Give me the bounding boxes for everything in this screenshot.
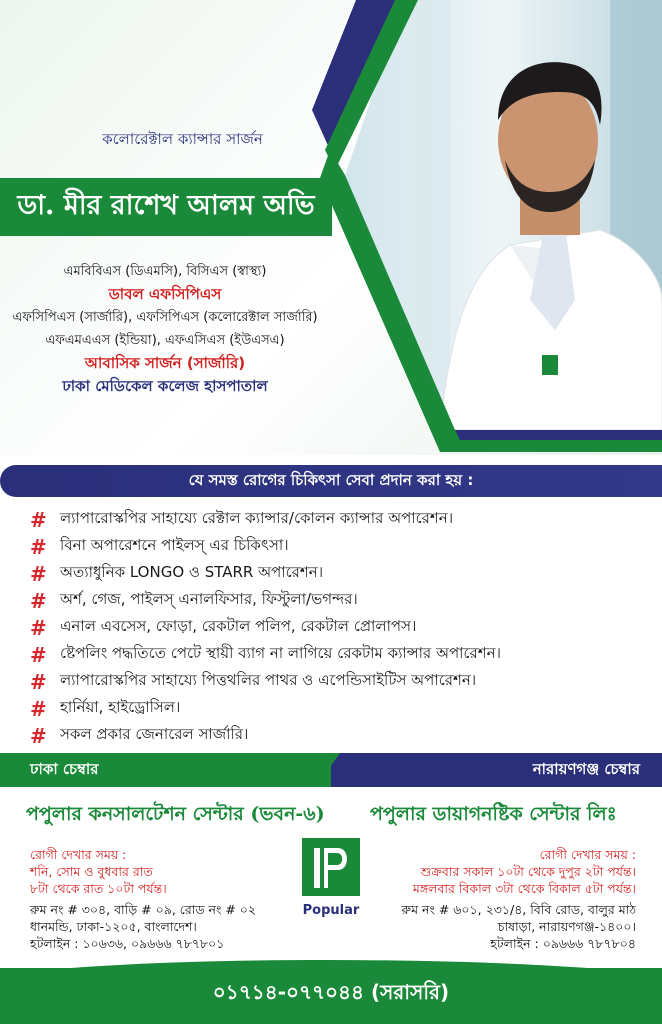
phone-number[interactable]: ০১৭১৪-০৭৭০৪৪ (সরাসরি) [212,980,450,1004]
visiting-hours: শুক্রবার সকাল ১০টা থেকে দুপুর ২টা পর্যন্ত। [420,864,636,879]
list-item [30,695,650,722]
designation: আবাসিক সার্জন (সার্জারি) [84,354,246,372]
hash-marker-icon: # [30,588,47,613]
narayanganj-chamber-label: নারায়ণগঞ্জ চেম্বার [331,753,662,787]
service-text: ষ্টেপলিং পদ্ধতিতে পেটে স্থায়ী ব্যাগ না লাগিয়ে রেকটাম ক্যান্সার অপারেশন। [60,644,501,662]
service-text: এনাল এবসেস, ফোড়া, রেকটাল পলিপ, রেকটাল প্রোলাপস। [60,617,417,635]
band-divider [316,753,340,787]
list-item [30,614,650,641]
degree-line: ডাবল এফসিপিএস [108,285,222,303]
doctor-degrees [0,260,330,398]
hash-marker-icon: # [30,642,47,667]
doctor-name: ডা. মীর রাশেখ আলম অভি [0,178,332,236]
logo-label: Popular [302,903,360,918]
service-text: হার্নিয়া, হাইড্রোসিল। [60,698,181,716]
narayanganj-center-name: পপুলার ডায়াগনষ্টিক সেন্টার লিঃ [370,803,617,825]
services-list [30,506,650,749]
address-line: চাষাড়া, নারায়ণগঞ্জ-১৪০০। [497,919,636,934]
service-text: সকল প্রকার জেনারেল সার্জারি। [60,725,249,743]
popular-logo-icon [302,838,360,896]
services-heading: যে সমস্ত রোগের চিকিৎসা সেবা প্রদান করা হয় : [188,470,474,489]
dhaka-chamber-label: ঢাকা চেম্বার [0,753,331,787]
address-line: রুম নং # ৬০১, ২৩১/৪, বিবি রোড, বালুর মাঠ [401,902,636,917]
hash-marker-icon: # [30,507,47,532]
address-line: ধানমন্ডি, ঢাকা-১২০৫, বাংলাদেশ। [30,919,197,934]
degree-line: এমবিবিএস (ডিএমসি), বিসিএস (স্বাস্থ্য) [63,264,267,279]
list-item [30,560,650,587]
visiting-title: রোগী দেখার সময় : [30,847,127,862]
hash-marker-icon: # [30,669,47,694]
list-item [30,722,650,749]
visiting-days: শনি, সোম ও বুধবার রাত [30,864,153,879]
services-heading-band [0,465,662,497]
degree-line: এফসিপিএস (সার্জারি), এফসিপিএস (কলোরেক্টাল সার্জারি) [12,310,318,325]
service-text: অর্শ, গেজ, পাইলস্ এনালফিসার, ফিস্টুলা/ভগন্দর। [60,590,358,608]
visiting-hours: মঙ্গলবার বিকাল ৩টা থেকে বিকাল ৫টা পর্যন্ত। [412,881,636,896]
service-text: অত্যাধুনিক LONGO ও STARR অপারেশন। [60,563,324,581]
service-text: ল্যাপারোস্কপির সাহায্যে রেক্টাল ক্যান্সার/কোলন ক্যান্সার অপারেশন। [60,509,454,527]
dhaka-center-name: পপুলার কনসালটেশন সেন্টার (ভবন-৬) [26,803,325,825]
hash-marker-icon: # [30,723,47,748]
hotline: হটলাইন : ০৯৬৬৬ ৭৮৭৮০৪ [490,936,636,951]
service-text: বিনা অপারেশনে পাইলস্ এর চিকিৎসা। [60,536,289,554]
service-text: ল্যাপারোস্কপির সাহায্যে পিত্তথলির পাথর ও এপেন্ডিসাইটিস অপারেশন। [60,671,477,689]
dhaka-chamber-info [30,846,256,952]
visiting-title: রোগী দেখার সময় : [539,847,636,862]
hash-marker-icon: # [30,561,47,586]
doctor-specialty: কলোরেক্টাল ক্যান্সার সার্জন [102,130,263,148]
visiting-hours: ৮টা থেকে রাত ১০টা পর্যন্ত। [30,881,167,896]
address-line: রুম নং # ৩০৪, বাড়ি # ০৯, রোড নং # ০২ [30,902,257,917]
list-item [30,587,650,614]
list-item [30,506,650,533]
hotline: হটলাইন : ১০৬৩৬, ০৯৬৬৬ ৭৮৭৮০১ [30,936,225,951]
hero-section [0,0,662,455]
degree-line: এফএমএএস (ইন্ডিয়া), এফএসিএস (ইউএসএ) [45,333,285,348]
list-item [30,533,650,560]
list-item [30,668,650,695]
list-item [30,641,650,668]
hash-marker-icon: # [30,615,47,640]
narayanganj-chamber-info [402,846,636,952]
hospital-name: ঢাকা মেডিকেল কলেজ হাসপাতাল [62,377,268,395]
hash-marker-icon: # [30,696,47,721]
hash-marker-icon: # [30,534,47,559]
